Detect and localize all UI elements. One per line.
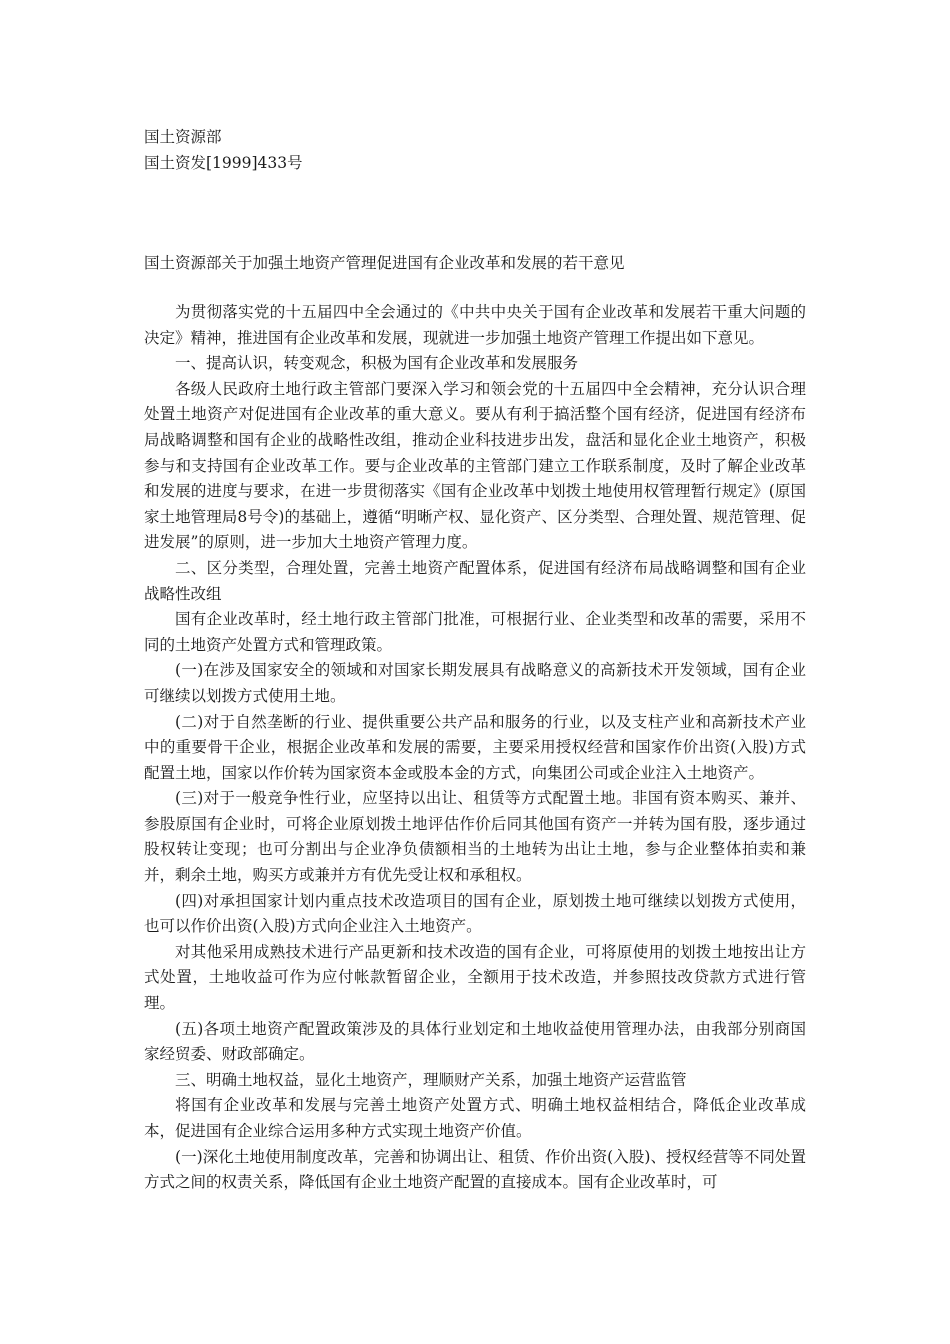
section-heading-3: 三、明确土地权益，显化土地资产，理顺财产关系，加强土地资产运营监管 xyxy=(175,1070,687,1089)
paragraph: (五)各项土地资产配置政策涉及的具体行业划定和土地收益使用管理办法，由我部分别商国家经贸委、财政部确定。 xyxy=(144,1019,806,1064)
paragraph: 国有企业改革时，经土地行政主管部门批准，可根据行业、企业类型和改革的需要，采用不同的土地资产处置方式和管理政策。 xyxy=(144,610,806,654)
paragraph-intro: 为贯彻落实党的十五届四中全会通过的《中共中央关于国有企业改革和发展若干重大问题的决定》精神，推进国有企业改革和发展，现就进一步加强土地资产管理工作提出如下意见。 xyxy=(144,303,806,347)
paragraph: (四)对承担国家计划内重点技术改造项目的国有企业，原划拨土地可继续以划拨方式使用，也可以作价出资(入股)方式向企业注入土地资产。 xyxy=(144,891,806,936)
paragraph: (二)对于自然垄断的行业、提供重要公共产品和服务的行业，以及支柱产业和高新技术产业中的重要骨干企业，根据企业改革和发展的需要，主要采用授权经营和国家作价出资(入股)方式配置土地，国家以作价转为国家资本金或股本金的方式，向集团公司或企业注入土地资产。 xyxy=(144,712,806,782)
document-header xyxy=(144,124,303,176)
paragraph: (三)对于一般竞争性行业，应坚持以出让、租赁等方式配置土地。非国有资本购买、兼并、参股原国有企业时，可将企业原划拨土地评估作价后同其他国有资产一并转为国有股，逐步通过股权转让变现；也可分割出与企业净负债额相当的土地转为出让土地，参与企业整体拍卖和兼并，剩余土地，购买方或兼并方有优先受让权和承租权。 xyxy=(144,789,806,885)
section-heading-2: 二、区分类型，合理处置，完善土地资产配置体系，促进国有经济布局战略调整和国有企业战略性改组 xyxy=(144,558,806,603)
paragraph: 各级人民政府土地行政主管部门要深入学习和领会党的十五届四中全会精神，充分认识合理处置土地资产对促进国有企业改革的重大意义。要从有利于搞活整个国有经济，促进国有经济布局战略调整和国有企业的战略性改组，推动企业科技进步出发，盘活和显化企业土地资产，积极参与和支持国有企业改革工作。要与企业改革的主管部门建立工作联系制度，及时了解企业改革和发展的进度与要求，在进一步贯彻落实《国有企业改革中划拨土地使用权管理暂行规定》(原国家土地管理局8号令)的基础上，遵循“明晰产权、显化资产、区分类型、合理处置、规范管理、促进发展”的原则，进一步加大土地资产管理力度。 xyxy=(144,379,806,552)
paragraph: 对其他采用成熟技术进行产品更新和技术改造的国有企业，可将原使用的划拨土地按出让方式处置，土地收益可作为应付帐款暂留企业，全额用于技术改造，并参照技改贷款方式进行管理。 xyxy=(144,942,806,1013)
document-title: 国土资源部关于加强土地资产管理促进国有企业改革和发展的若干意见 xyxy=(144,254,625,272)
document-number: 国土资发[1999]433号 xyxy=(144,154,303,172)
document-body xyxy=(144,300,806,1196)
section-heading-1: 一、提高认识，转变观念，积极为国有企业改革和发展服务 xyxy=(175,354,579,373)
issuer-name: 国土资源部 xyxy=(144,128,222,146)
paragraph: (一)深化土地使用制度改革，完善和协调出让、租赁、作价出资(入股)、授权经营等不同处置方式之间的权责关系，降低国有企业土地资产配置的直接成本。国有企业改革时，可 xyxy=(144,1147,806,1192)
paragraph: (一)在涉及国家安全的领域和对国家长期发展具有战略意义的高新技术开发领域，国有企业可继续以划拨方式使用土地。 xyxy=(144,661,806,705)
paragraph: 将国有企业改革和发展与完善土地资产处置方式、明确土地权益相结合，降低企业改革成本，促进国有企业综合运用多种方式实现土地资产价值。 xyxy=(144,1096,806,1140)
